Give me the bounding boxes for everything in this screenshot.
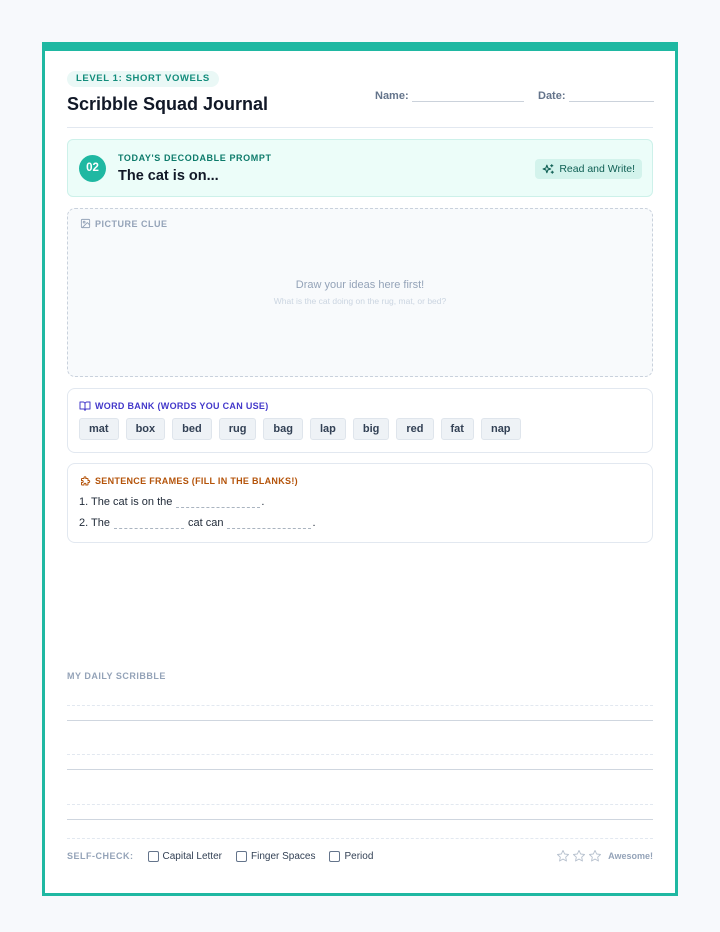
picture-clue-label — [80, 218, 168, 229]
journal-page — [42, 42, 678, 896]
date-label: Date: — [538, 90, 566, 102]
picture-title: Draw your ideas here first! — [295, 279, 425, 291]
daily-scribble-label: MY DAILY SCRIBBLE — [67, 671, 166, 681]
star-rating — [556, 849, 653, 863]
name-line[interactable] — [412, 89, 524, 102]
sentence-frame-2 — [79, 516, 316, 529]
self-check-label: SELF-CHECK: — [67, 851, 134, 861]
word-chip[interactable]: rug — [219, 418, 257, 440]
image-icon — [80, 218, 91, 229]
puzzle-icon — [79, 475, 91, 487]
check-finger-spaces[interactable] — [236, 851, 315, 862]
sentence-frame-1 — [79, 495, 264, 508]
word-chip[interactable]: lap — [310, 418, 346, 440]
prompt-number: 02 — [79, 155, 106, 182]
badge-label: Read and Write! — [559, 163, 635, 175]
book-icon — [79, 400, 91, 412]
check-label: Finger Spaces — [250, 850, 316, 862]
writing-baseline — [67, 720, 653, 721]
writing-midline — [67, 804, 653, 805]
word-chip[interactable]: bag — [263, 418, 303, 440]
name-label: Name: — [375, 90, 409, 102]
word-chip[interactable]: box — [126, 418, 166, 440]
check-capital-letter[interactable] — [148, 851, 222, 862]
word-chip[interactable]: mat — [79, 418, 119, 440]
word-chip[interactable]: red — [396, 418, 433, 440]
word-bank-heading — [79, 400, 269, 412]
check-period[interactable] — [329, 851, 373, 862]
header-divider — [67, 127, 653, 128]
writing-baseline — [67, 819, 653, 820]
writing-midline — [67, 754, 653, 755]
checkbox[interactable] — [148, 851, 159, 862]
checkbox[interactable] — [329, 851, 340, 862]
self-check-row — [67, 848, 653, 864]
word-list — [79, 418, 521, 440]
star-icon[interactable] — [556, 849, 570, 863]
date-field[interactable] — [538, 89, 654, 102]
word-chip[interactable]: bed — [172, 418, 212, 440]
name-field[interactable] — [375, 89, 524, 102]
sentence-frames-heading — [79, 475, 298, 487]
checkbox[interactable] — [236, 851, 247, 862]
prompt-card — [67, 139, 653, 197]
frame2-blank-2[interactable] — [227, 516, 311, 529]
page-title: Scribble Squad Journal — [67, 94, 269, 114]
check-label: Period — [344, 850, 374, 862]
sentence-frames-card — [67, 463, 653, 543]
star-icon[interactable] — [572, 849, 586, 863]
star-icon[interactable] — [588, 849, 602, 863]
writing-midline — [67, 705, 653, 706]
picture-clue-text: PICTURE CLUE — [95, 218, 168, 229]
writing-baseline — [67, 769, 653, 770]
frame2-blank-1[interactable] — [114, 516, 184, 529]
level-badge: LEVEL 1: SHORT VOWELS — [67, 71, 219, 87]
sparkles-icon — [542, 163, 555, 176]
frame1-end: . — [261, 496, 265, 508]
word-chip[interactable]: big — [353, 418, 390, 440]
frame1-text: 1. The cat is on the — [79, 496, 173, 508]
frame1-blank[interactable] — [176, 495, 260, 508]
picture-subtitle: What is the cat doing on the rug, mat, or bed? — [273, 296, 447, 306]
frame2-mid: cat can — [188, 517, 224, 529]
read-write-badge — [535, 159, 642, 179]
word-chip[interactable]: nap — [481, 418, 521, 440]
picture-clue-box[interactable] — [67, 208, 653, 377]
check-label: Capital Letter — [162, 850, 222, 862]
frame2-text: 2. The — [79, 517, 110, 529]
sentence-frames-label: SENTENCE FRAMES (FILL IN THE BLANKS!) — [95, 476, 298, 486]
word-bank-card — [67, 388, 653, 453]
rating-label: Awesome! — [608, 851, 653, 861]
word-chip[interactable]: fat — [441, 418, 474, 440]
frame2-end: . — [312, 517, 316, 529]
date-line[interactable] — [569, 89, 654, 102]
prompt-text: The cat is on... — [118, 168, 219, 184]
word-bank-label: WORD BANK (WORDS YOU CAN USE) — [95, 401, 269, 411]
prompt-kicker: TODAY'S DECODABLE PROMPT — [118, 153, 272, 163]
writing-bottom-line — [67, 838, 653, 839]
